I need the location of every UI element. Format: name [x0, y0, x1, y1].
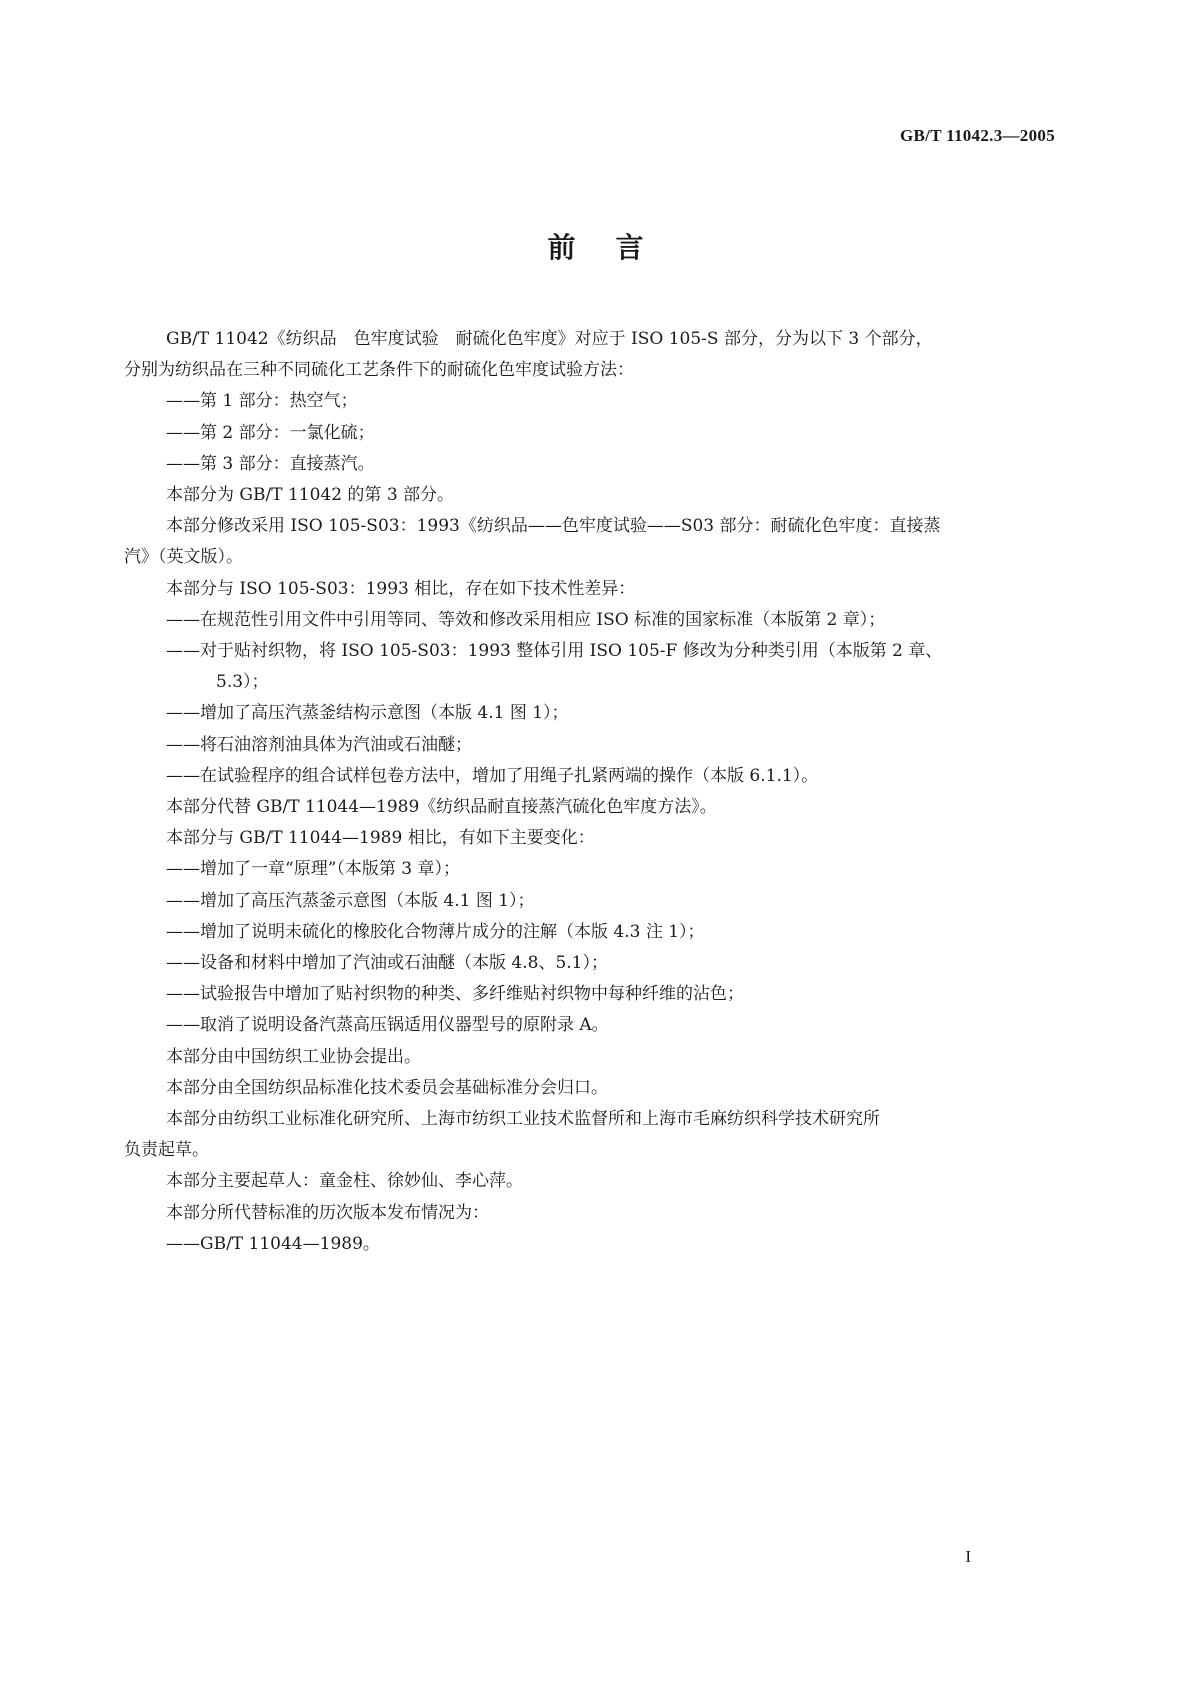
text-line: 本部分与 ISO 105-S03：1993 相比，存在如下技术性差异： — [166, 578, 636, 599]
text-line: ——取消了说明设备汽蒸高压锅适用仪器型号的原附录 A。 — [166, 1015, 609, 1036]
text-line: ——设备和材料中增加了汽油或石油醚（本版 4.8、5.1）； — [166, 953, 608, 974]
text-line: 本部分与 GB/T 11044—1989 相比，有如下主要变化： — [166, 828, 595, 849]
text-line: ——第 3 部分：直接蒸汽。 — [166, 453, 375, 474]
text-line: 本部分由全国纺织品标准化技术委员会基础标准分会归口。 — [166, 1077, 608, 1098]
text-line: 本部分由纺织工业标准化研究所、上海市纺织工业技术监督所和上海市毛麻纺织科学技术研究所 — [166, 1109, 880, 1130]
text-line: ——增加了高压汽蒸釜结构示意图（本版 4.1 图 1）； — [166, 703, 569, 724]
text-line: 本部分所代替标准的历次版本发布情况为： — [166, 1202, 489, 1223]
text-line: ——增加了一章“原理”（本版第 3 章）； — [166, 859, 461, 880]
text-line: 本部分修改采用 ISO 105-S03：1993《纺织品——色牢度试验——S03 部分：耐硫化色牢度：直接蒸 — [166, 516, 941, 537]
page-number: I — [965, 1547, 971, 1566]
text-line: ——将石油溶剂油具体为汽油或石油醚； — [166, 734, 472, 755]
text-line: 汽》（英文版）。 — [124, 547, 243, 568]
text-line: GB/T 11042《纺织品 色牢度试验 耐硫化色牢度》对应于 ISO 105-S 部分，分为以下 3 个部分， — [166, 329, 933, 349]
text-line: 5.3）； — [216, 672, 269, 693]
text-line: ——第 1 部分：热空气； — [166, 391, 358, 412]
text-line: ——试验报告中增加了贴衬织物的种类、多纤维贴衬织物中每种纤维的沾色； — [166, 984, 744, 1005]
standard-code: GB/T 11042.3—2005 — [900, 126, 1055, 145]
text-line: ——对于贴衬织物，将 ISO 105-S03：1993 整体引用 ISO 105-F 修改为分种类引用（本版第 2 章、 — [166, 641, 943, 662]
text-line: ——增加了高压汽蒸釜示意图（本版 4.1 图 1）； — [166, 890, 535, 911]
text-line: ——增加了说明未硫化的橡胶化合物薄片成分的注解（本版 4.3 注 1）； — [166, 921, 705, 942]
text-line: ——第 2 部分：一氯化硫； — [166, 422, 375, 443]
text-line: 负责起草。 — [124, 1140, 209, 1161]
text-line: ——在试验程序的组合试样包卷方法中，增加了用绳子扎紧两端的操作（本版 6.1.1）。 — [166, 765, 819, 786]
text-line: 本部分主要起草人：童金柱、徐妙仙、李心萍。 — [166, 1171, 523, 1192]
page-title: 前言 — [547, 231, 684, 264]
text-line: 分别为纺织品在三种不同硫化工艺条件下的耐硫化色牢度试验方法： — [124, 360, 634, 381]
text-line: ——GB/T 11044—1989。 — [166, 1233, 380, 1254]
text-line: ——在规范性引用文件中引用等同、等效和修改采用相应 ISO 标准的国家标准（本版第 2 章）； — [166, 609, 886, 630]
text-line: 本部分由中国纺织工业协会提出。 — [166, 1046, 421, 1067]
foreword-body — [124, 324, 1074, 1260]
text-line: 本部分为 GB/T 11042 的第 3 部分。 — [166, 485, 455, 506]
text-line: 本部分代替 GB/T 11044—1989《纺织品耐直接蒸汽硫化色牢度方法》。 — [166, 797, 717, 818]
